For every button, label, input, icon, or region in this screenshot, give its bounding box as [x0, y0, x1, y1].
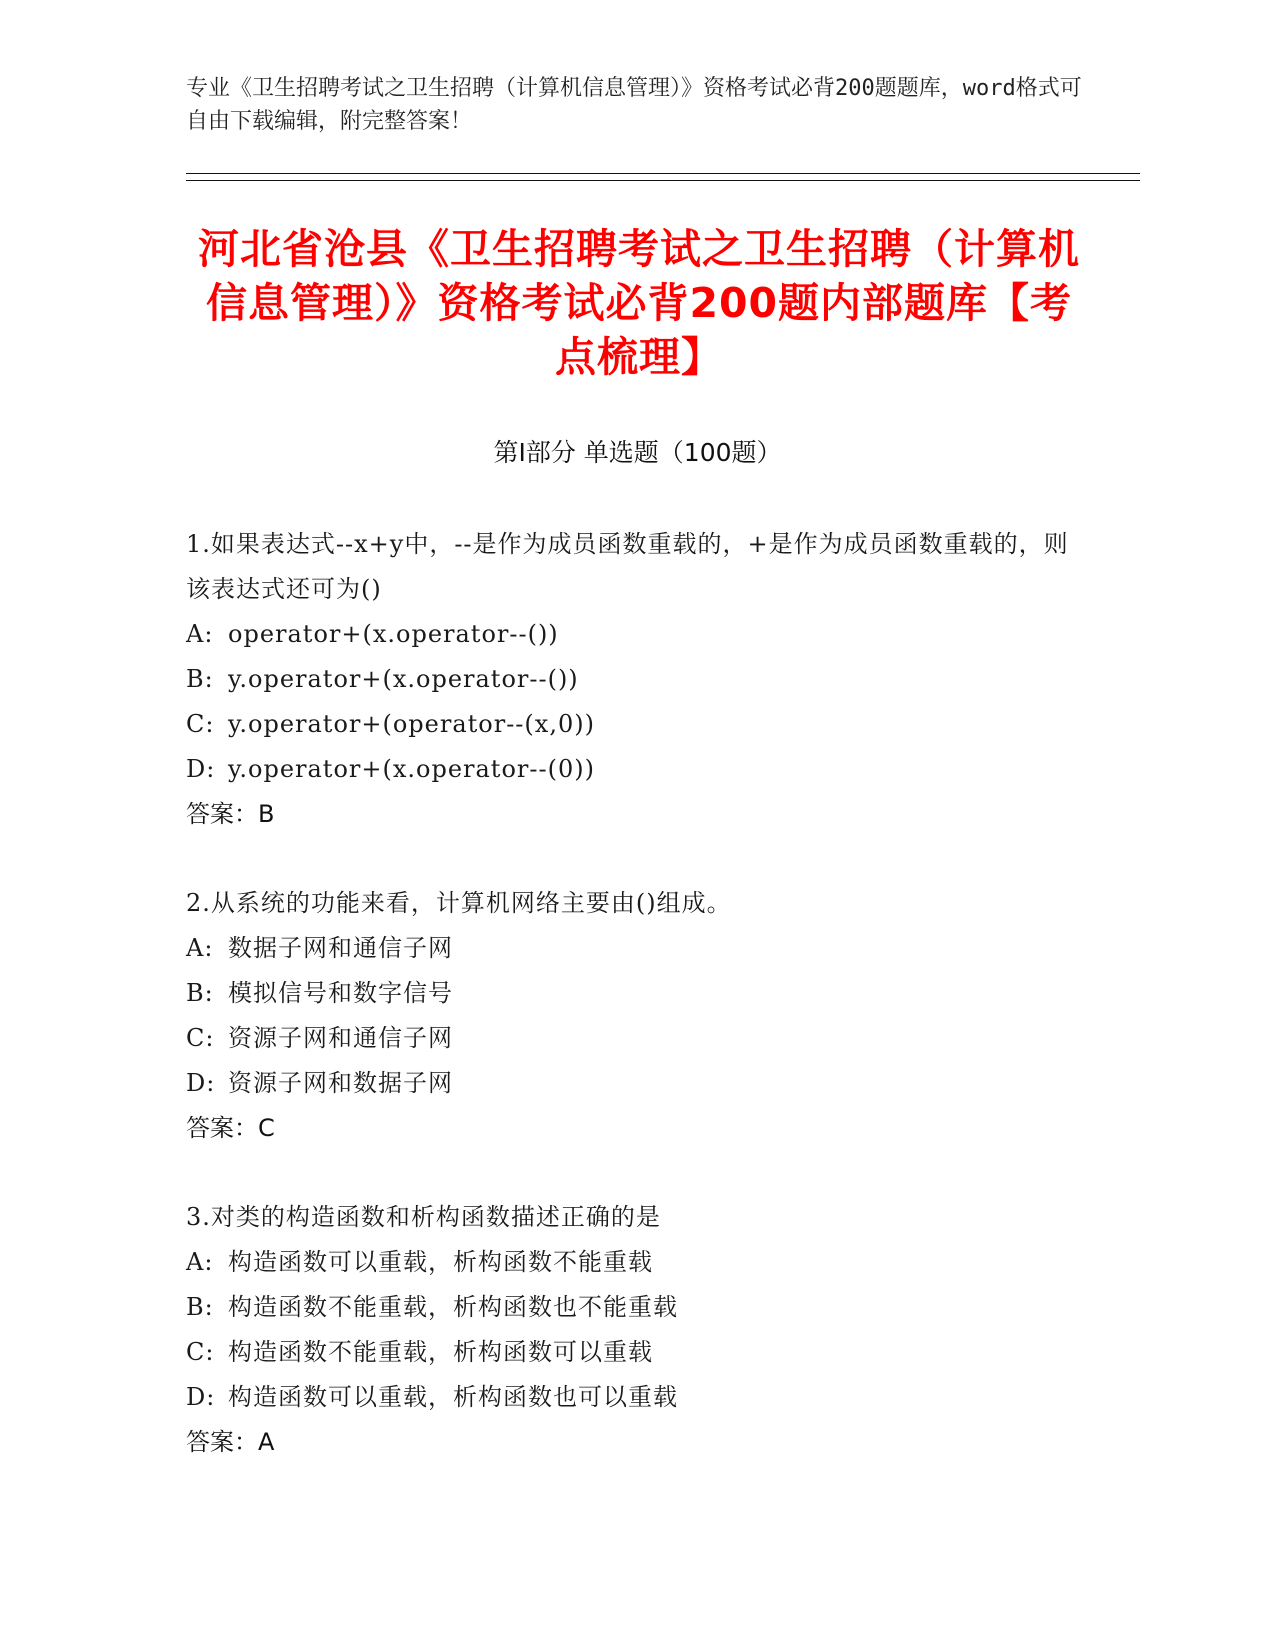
option-text: y.operator+(operator--(x,0)) [228, 710, 595, 738]
header-divider-bottom [186, 180, 1140, 181]
option-text: 构造函数可以重载，析构函数也可以重载 [228, 1383, 678, 1411]
question-3 [186, 1195, 1086, 1465]
option-letter: B: [186, 1293, 214, 1321]
option-letter: A: [186, 620, 214, 648]
question-stem: 2.从系统的功能来看，计算机网络主要由()组成。 [186, 889, 732, 917]
option-letter: A: [186, 1248, 214, 1276]
section-heading: 第Ⅰ部分 单选题（100题） [493, 438, 782, 467]
question-2 [186, 881, 1086, 1151]
option-text: 构造函数可以重载，析构函数不能重载 [228, 1248, 653, 1276]
option-d [186, 1061, 1086, 1106]
option-text: 资源子网和数据子网 [228, 1069, 453, 1097]
answer-label: 答案：A [186, 1428, 275, 1456]
option-text: 构造函数不能重载，析构函数也不能重载 [228, 1293, 678, 1321]
header-note: 专业《卫生招聘考试之卫生招聘（计算机信息管理）》资格考试必背200题题库，word格式可自由下载编辑，附完整答案！ [186, 76, 1082, 134]
header-divider-top [186, 173, 1140, 174]
option-letter: C: [186, 710, 215, 738]
question-list [186, 522, 1086, 1509]
option-letter: D: [186, 1383, 216, 1411]
question-1 [186, 522, 1086, 837]
option-c [186, 1016, 1086, 1061]
option-letter: B: [186, 979, 214, 1007]
option-b [186, 1285, 1086, 1330]
question-stem: 3.对类的构造函数和析构函数描述正确的是 [186, 1203, 661, 1231]
answer-label: 答案：B [186, 800, 275, 828]
option-letter: B: [186, 665, 214, 693]
answer-label: 答案：C [186, 1114, 275, 1142]
option-a [186, 926, 1086, 971]
option-text: y.operator+(x.operator--(0)) [228, 755, 595, 783]
option-c [186, 1330, 1086, 1375]
question-stem: 1.如果表达式--x+y中，--是作为成员函数重载的，+是作为成员函数重载的，则该表达式还可为() [186, 530, 1069, 603]
option-text: 模拟信号和数字信号 [228, 979, 453, 1007]
option-d [186, 747, 1086, 792]
option-letter: D: [186, 1069, 216, 1097]
option-text: 数据子网和通信子网 [228, 934, 453, 962]
option-text: 资源子网和通信子网 [228, 1024, 453, 1052]
option-c [186, 702, 1086, 747]
option-letter: C: [186, 1024, 215, 1052]
option-a [186, 1240, 1086, 1285]
option-b [186, 657, 1086, 702]
option-d [186, 1375, 1086, 1420]
option-letter: C: [186, 1338, 215, 1366]
document-title: 河北省沧县《卫生招聘考试之卫生招聘（计算机信息管理）》资格考试必背200题内部题库【考点梳理】 [198, 225, 1080, 381]
option-letter: D: [186, 755, 216, 783]
option-b [186, 971, 1086, 1016]
option-a [186, 612, 1086, 657]
option-text: operator+(x.operator--()) [228, 620, 559, 648]
option-text: 构造函数不能重载，析构函数可以重载 [228, 1338, 653, 1366]
option-letter: A: [186, 934, 214, 962]
option-text: y.operator+(x.operator--()) [228, 665, 579, 693]
